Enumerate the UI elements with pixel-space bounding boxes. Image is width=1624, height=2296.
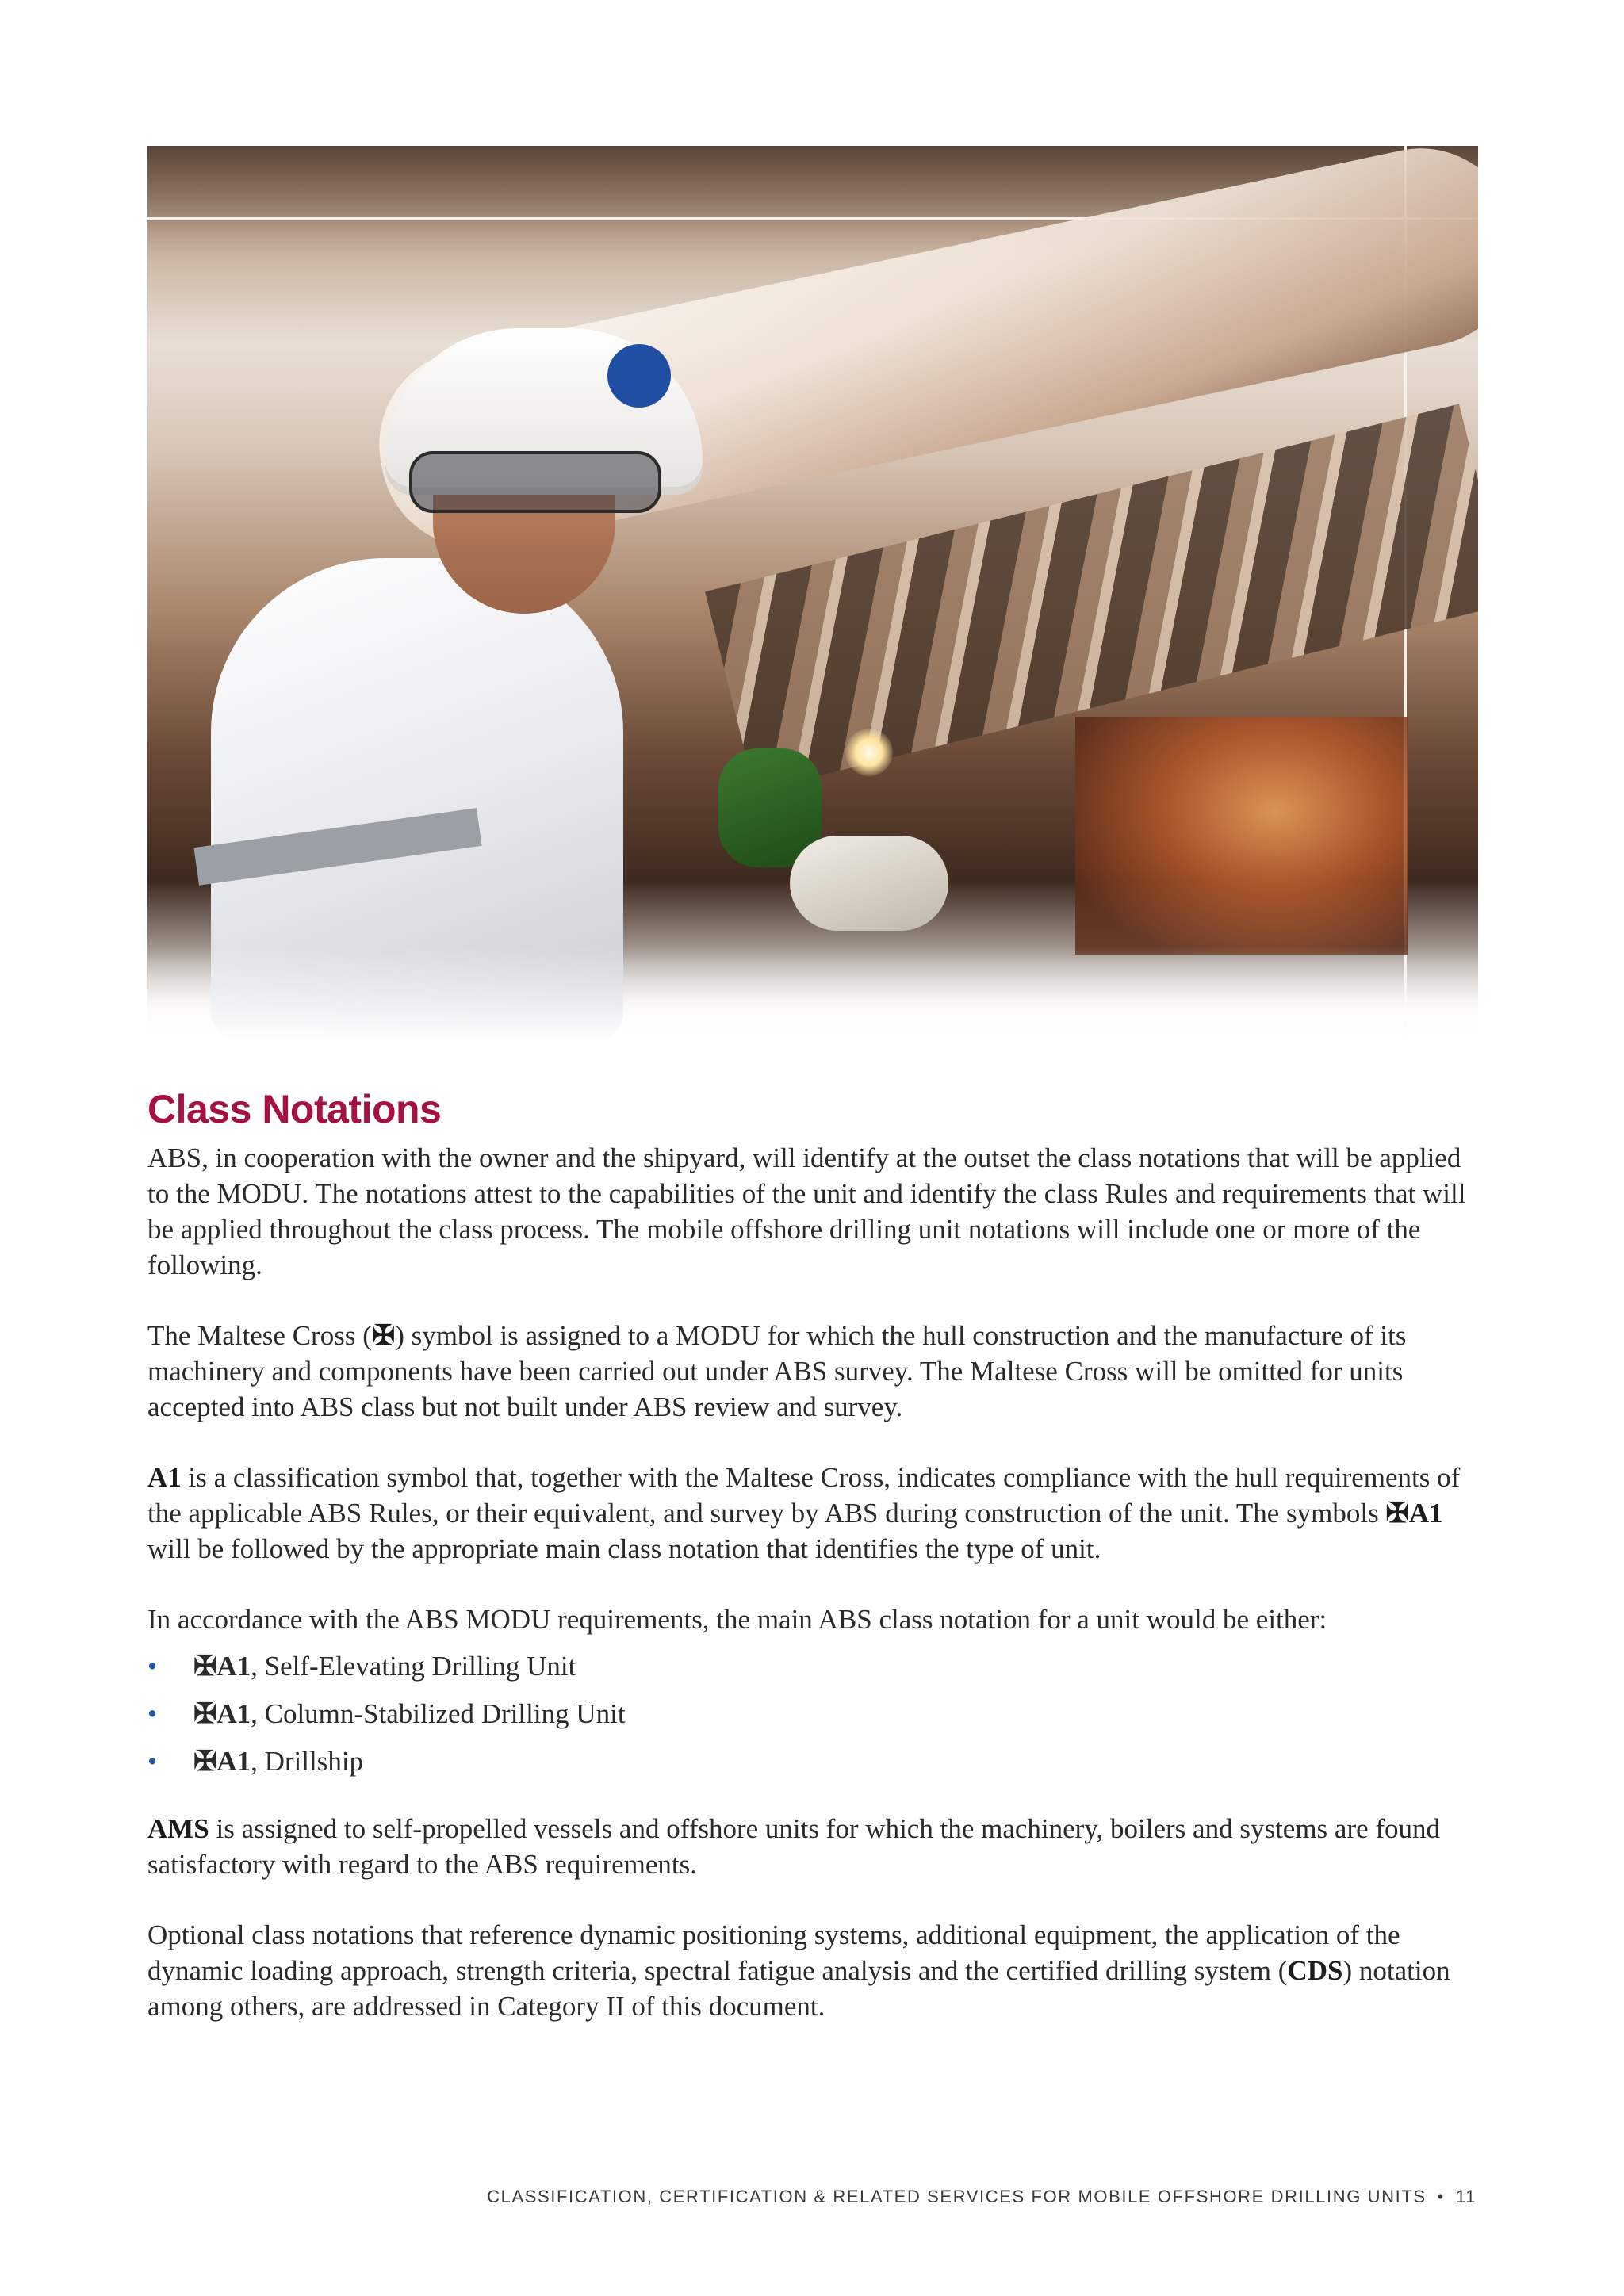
optional-text-post: ) notation among others, are addressed in Category II of this document. [147, 1955, 1450, 2022]
ams-text: is assigned to self-propelled vessels and offshore units for which the machinery, boilers and systems are found satisfactory with regard to the ABS requirements. [147, 1813, 1441, 1880]
notation-text: , Drillship [251, 1746, 364, 1777]
optional-text-pre: Optional class notations that reference dynamic positioning systems, additional equipment, the application of the dynamic loading approach, strength criteria, spectral fatigue analysis and the certified drilling system ( [147, 1919, 1400, 1986]
bullet-icon: • [147, 1746, 158, 1777]
paragraph-optional [147, 1917, 1488, 2024]
photo-bottom-fade [147, 947, 1478, 1042]
photo-rust-panel [1075, 717, 1408, 955]
paragraph-maltese-cross [147, 1318, 1488, 1425]
maltese-cross-text-post: ) symbol is assigned to a MODU for which the hull construction and the manufacture of its machinery and components have been carried out under ABS survey. The Maltese Cross will be omitted for units accepted into ABS class but not built under ABS review and survey. [147, 1320, 1407, 1422]
hero-photo [147, 146, 1478, 1042]
bullet-icon: • [147, 1651, 158, 1682]
maltese-cross-text-pre: The Maltese Cross ( [147, 1320, 372, 1351]
paragraph-intro-text: ABS, in cooperation with the owner and the shipyard, will identify at the outset the class notations that will be applied to the MODU. The notations attest to the capabilities of the unit and identify the class Rules and requirements that will be applied throughout the class process. The mobile offshore drilling unit notations will include one or more of the following. [147, 1142, 1466, 1280]
notation-symbol: ✠A1 [193, 1746, 251, 1777]
paragraph-ams [147, 1811, 1488, 1882]
cds-symbol: CDS [1287, 1955, 1343, 1986]
notation-text: , Self-Elevating Drilling Unit [251, 1651, 576, 1682]
hard-hat-logo-icon [607, 344, 671, 408]
paragraph-intro [147, 1140, 1488, 1283]
list-item [147, 1648, 1488, 1684]
notation-symbol: ✠A1 [193, 1651, 251, 1682]
page-number: 11 [1455, 2187, 1477, 2206]
a1-text-post: will be followed by the appropriate main class notation that identifies the type of unit. [147, 1533, 1101, 1564]
ams-symbol: AMS [147, 1813, 209, 1844]
a1-symbol: A1 [147, 1462, 182, 1493]
footer-separator: • [1437, 2187, 1445, 2206]
page-footer [487, 2187, 1477, 2207]
maltese-cross-symbol: ✠ [371, 1320, 396, 1351]
list-item [147, 1696, 1488, 1732]
paragraph-a1 [147, 1460, 1488, 1567]
photo-flashlight-glow [845, 729, 893, 776]
notation-symbol: ✠A1 [193, 1698, 251, 1729]
paragraph-main-notation [147, 1601, 1488, 1637]
notation-list [147, 1648, 1488, 1779]
footer-title: CLASSIFICATION, CERTIFICATION & RELATED SERVICES FOR MOBILE OFFSHORE DRILLING UNITS [487, 2187, 1427, 2206]
photo-safety-glasses [409, 451, 661, 513]
notation-text: , Column-Stabilized Drilling Unit [251, 1698, 626, 1729]
main-notation-text: In accordance with the ABS MODU requirements, the main ABS class notation for a unit would be either: [147, 1604, 1327, 1635]
section-title: Class Notations [147, 1087, 442, 1131]
a1-text-mid: is a classification symbol that, together with the Maltese Cross, indicates compliance with the hull requirements of the applicable ABS Rules, or their equivalent, and survey by ABS during construction of the unit. The symbols [147, 1462, 1461, 1529]
photo-white-glove [790, 836, 948, 931]
main-content [147, 1086, 1488, 2059]
bullet-icon: • [147, 1698, 158, 1729]
cross-a1-symbol: ✠A1 [1385, 1498, 1443, 1529]
list-item [147, 1743, 1488, 1779]
